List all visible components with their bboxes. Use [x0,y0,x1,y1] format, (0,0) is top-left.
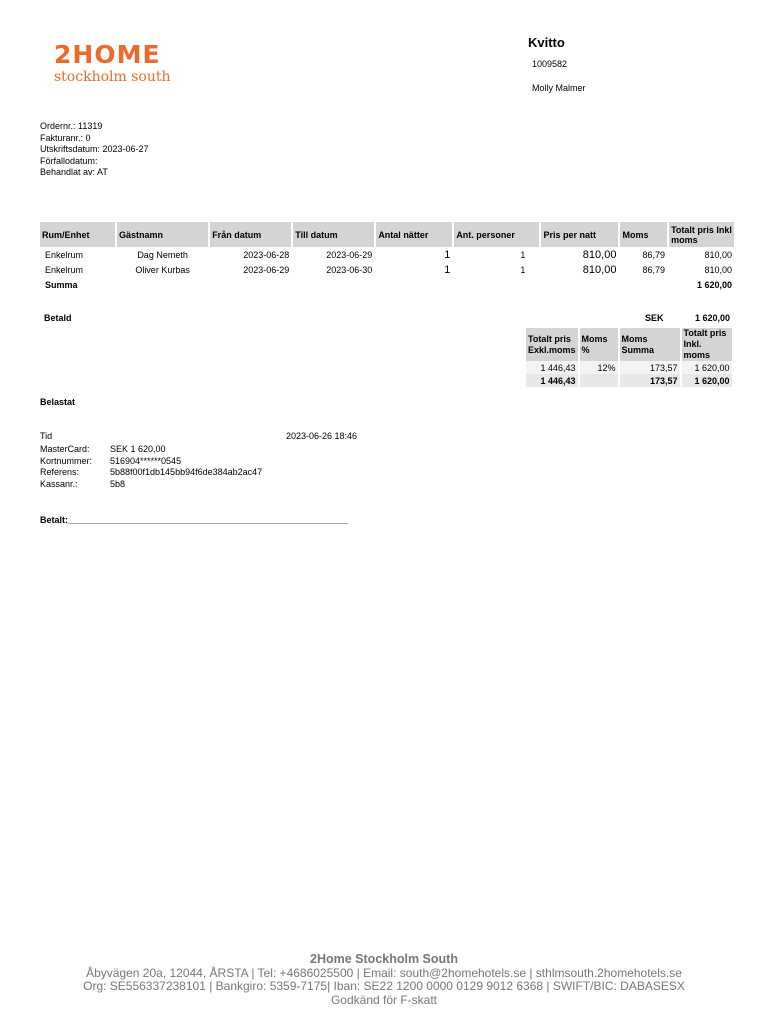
col-persons: Ant. personer [454,222,539,247]
charged-label: Belastat [40,397,76,407]
handled-by: Behandlat av: AT [40,167,108,177]
payment-row [40,467,262,479]
cell-price: 810,00 [582,263,617,276]
vat-col-incl: Totalt pris Inkl. moms [682,328,732,361]
vat-sum-total: 173,57 [620,374,680,387]
vat-total-row [526,374,732,387]
col-to: Till datum [293,222,374,247]
logo [54,42,184,85]
cell-price: 810,00 [582,248,617,261]
vat-col-excl: Totalt pris Exkl.moms [526,328,578,361]
col-price: Pris per natt [541,222,618,247]
vat-sum: 173,57 [620,361,680,374]
payment-row [40,456,262,468]
footer-tax: Godkänd för F-skatt [330,992,438,1007]
time-label: Tid [40,431,53,441]
col-room: Rum/Enhet [40,222,115,247]
footer-address: Åbyvägen 20a, 12044, ÅRSTA | Tel: +4686025500 | Email: south@2homehotels.se | sthlmsouth.2homehotels.se [86,965,682,980]
vat-incl-total: 1 620,00 [682,374,732,387]
payment-row [40,444,262,456]
vat-header-row [526,328,732,361]
vat-excl: 1 446,43 [526,361,578,374]
payment-value: 516904******0545 [110,455,182,466]
booking-table [38,222,736,292]
payment-row [40,479,262,491]
paid-signature-line: Betalt:________________________________________________________ [40,515,349,525]
page-title: Kvitto [528,35,565,50]
paid-label: Betald [44,313,72,323]
guest-name: Molly Malmer [532,83,586,93]
receipt-number: 1009582 [532,59,568,69]
due-date: Förfallodatum: [40,155,98,166]
print-date: Utskriftsdatum: 2023-06-27 [40,144,149,154]
order-number: Ordernr.: 11319 [40,121,103,131]
col-vat: Moms [620,222,667,247]
payment-key: Kassanr.: [40,478,78,489]
table-row [40,262,734,277]
cell-nights: 1 [444,248,451,261]
payment-key: Referens: [40,467,80,477]
cell-persons: 1 [520,249,526,260]
payment-key: Kortnummer: [40,455,93,466]
cell-vat: 86,79 [642,264,666,275]
col-total: Totalt pris Inkl moms [669,222,734,247]
order-meta [40,121,149,179]
cell-to: 2023-06-29 [326,249,373,260]
paid-currency: SEK [645,313,664,323]
vat-col-percent: Moms % [580,328,618,361]
footer-company: 2Home Stockholm South [310,952,458,966]
table-row [40,247,734,262]
col-nights: Antal nätter [376,222,452,247]
col-guest: Gästnamn [117,222,208,247]
payment-key: MasterCard: [40,444,90,454]
cell-from: 2023-06-29 [243,264,290,275]
vat-col-sum: Moms Summa [620,328,680,361]
cell-total: 810,00 [704,249,732,260]
logo-subtitle: stockholm south [54,69,171,85]
cell-to: 2023-06-30 [326,264,373,275]
vat-excl-total: 1 446,43 [526,374,578,387]
payment-value: 5b88f00f1db145bb94f6de384ab2ac47 [110,467,263,477]
cell-vat: 86,79 [642,249,666,260]
footer-bank: Org: SE556337238101 | Bankgiro: 5359-7175| Iban: SE22 1200 0000 0129 9012 6368 | SWIFT/BIC: DABASESX [83,979,685,993]
sum-row [40,277,734,292]
cell-guest: Dag Nemeth [137,249,188,260]
cell-total: 810,00 [704,264,732,275]
sum-value: 1 620,00 [696,279,732,290]
cell-guest: Oliver Kurbas [135,264,190,275]
sum-label: Summa [45,279,78,290]
footer [0,953,768,1007]
table-header-row [40,222,734,247]
col-from: Från datum [210,222,291,247]
logo-wordmark: 2HOME [54,40,161,69]
cell-nights: 1 [444,263,451,276]
vat-incl: 1 620,00 [682,361,732,374]
cell-persons: 1 [520,264,526,275]
time-value: 2023-06-26 18:46 [286,431,358,441]
vat-table [524,328,734,387]
cell-from: 2023-06-28 [243,249,290,260]
invoice-number: Fakturanr.: 0 [40,132,91,143]
cell-room: Enkelrum [45,249,84,260]
payment-value: 5b8 [110,478,126,489]
vat-percent-total [580,374,618,387]
cell-room: Enkelrum [45,264,84,275]
payment-details [40,444,262,490]
paid-amount: 1 620,00 [694,313,730,323]
vat-percent: 12% [580,361,618,374]
payment-value: SEK 1 620,00 [110,444,166,454]
vat-row [526,361,732,374]
